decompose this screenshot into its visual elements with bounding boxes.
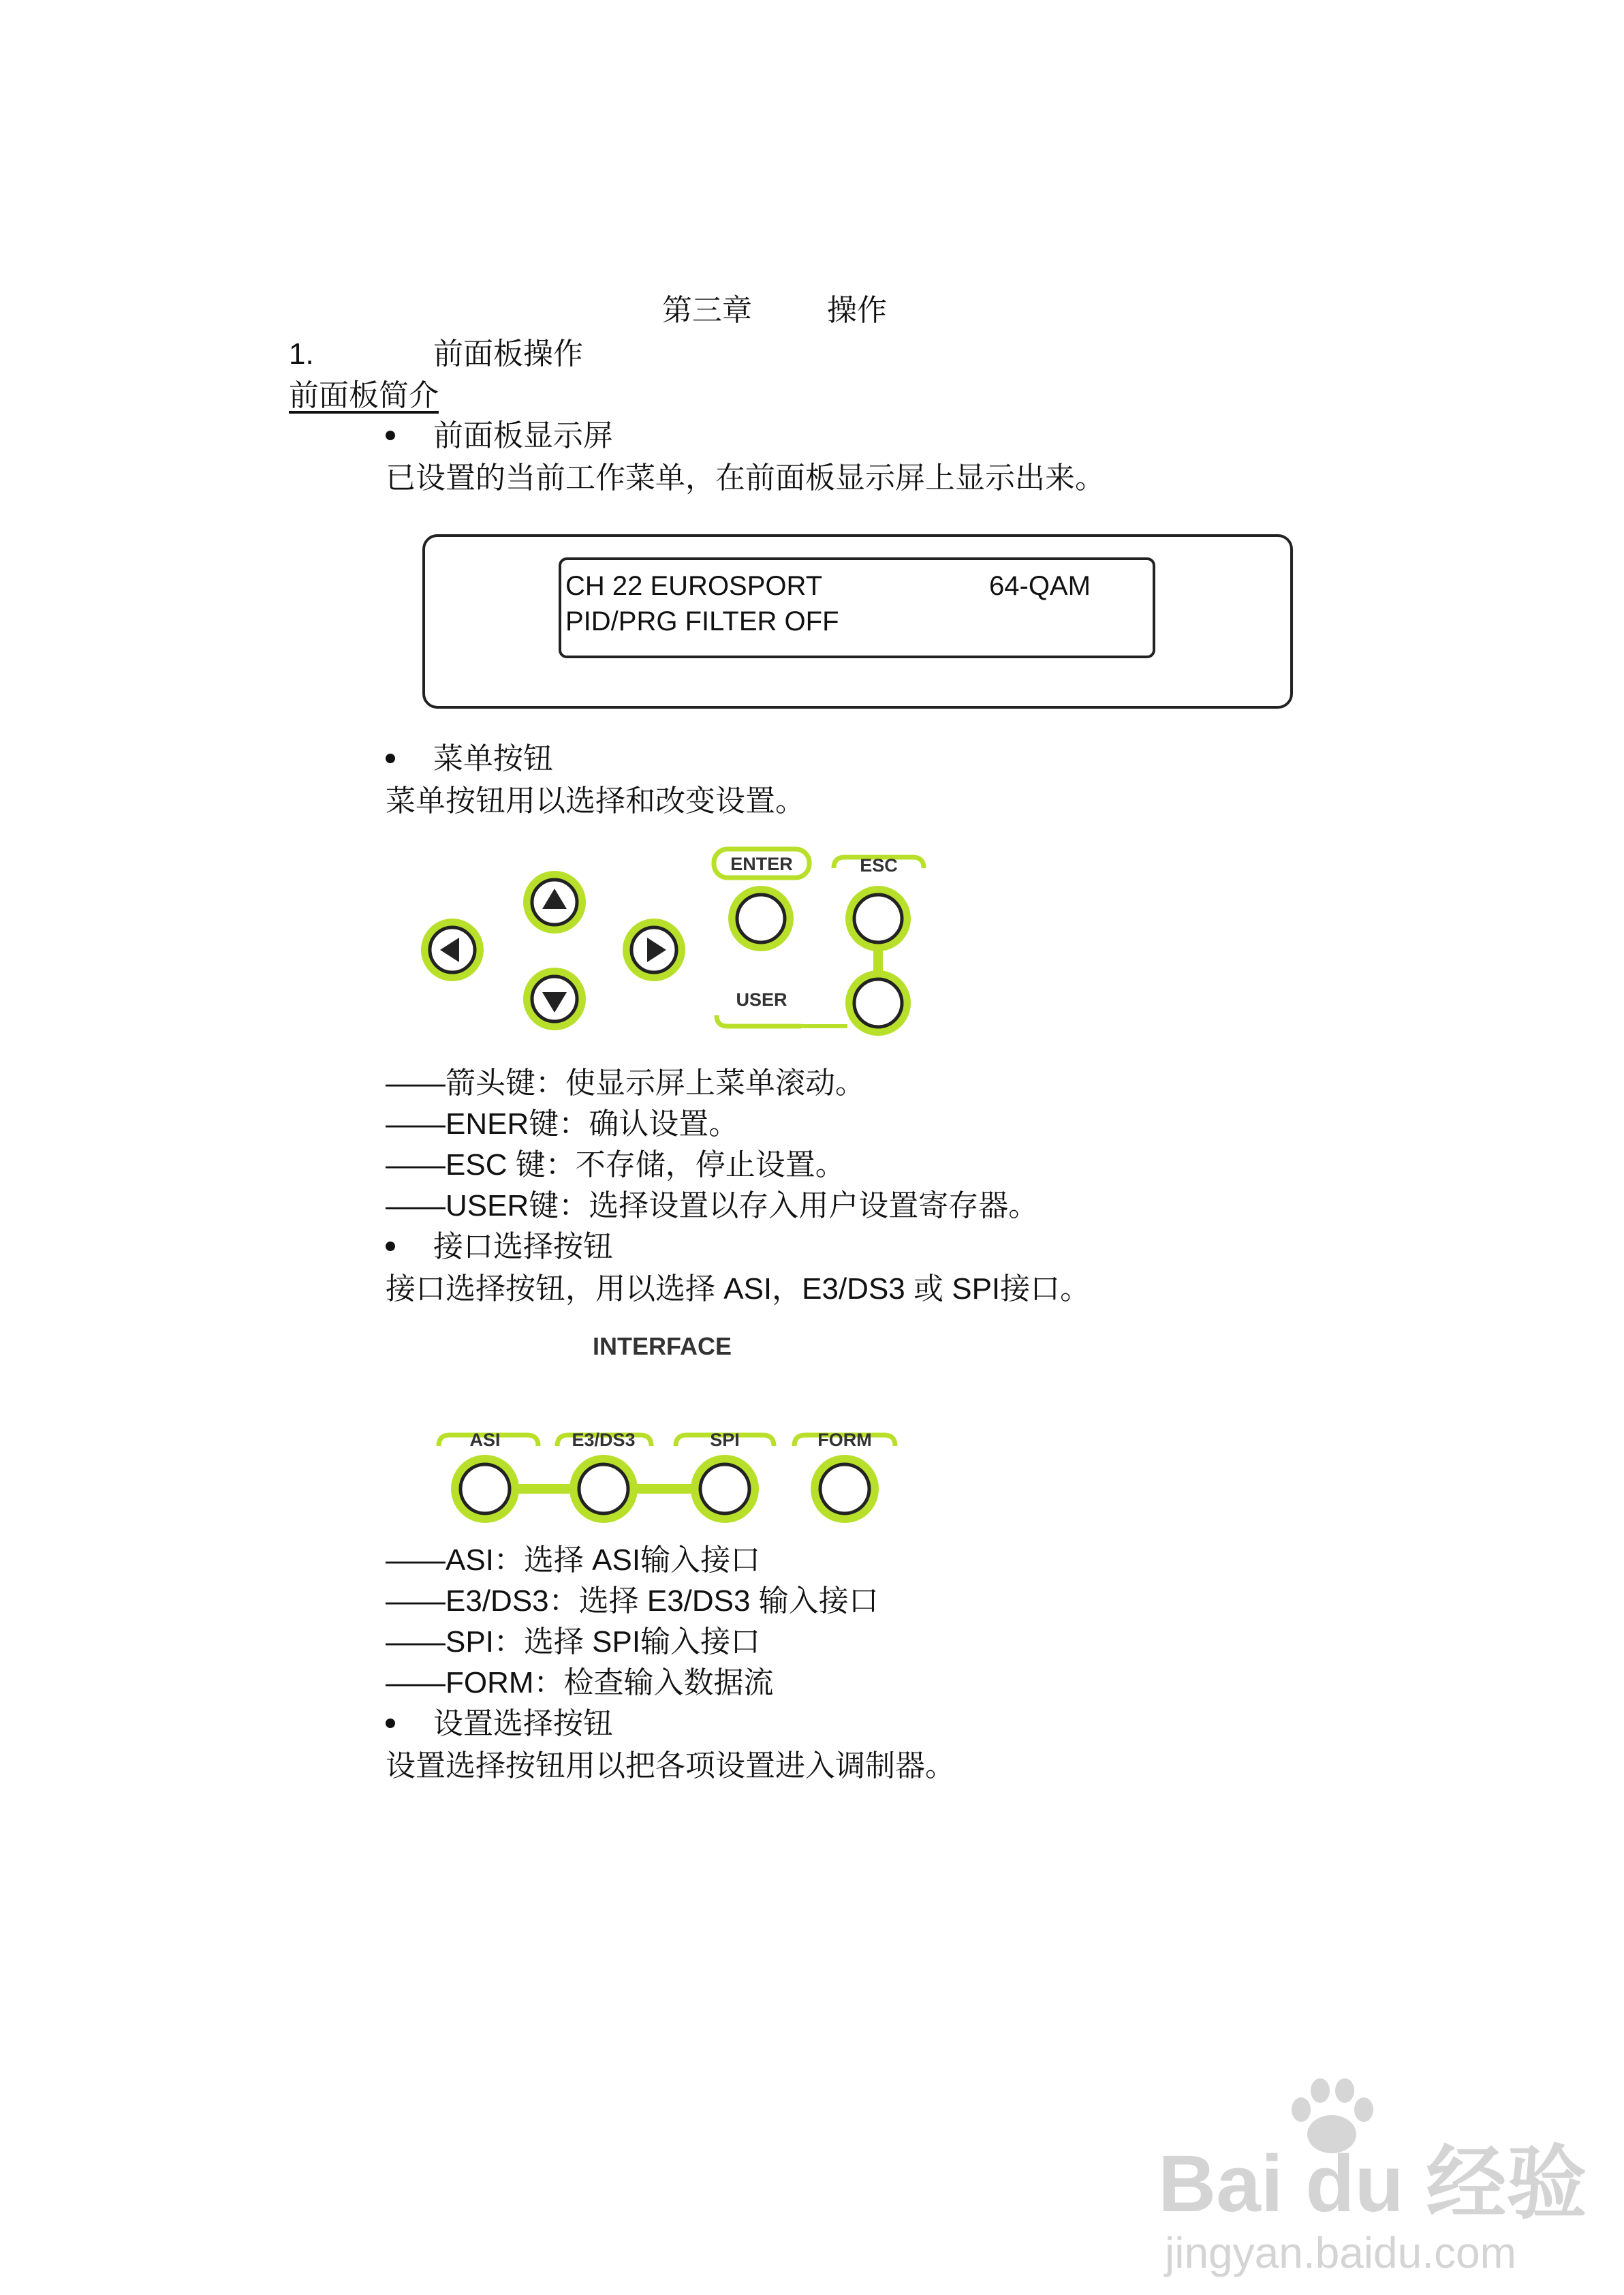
menu-buttons-figure bbox=[381, 834, 967, 1079]
chapter-subtitle: 操作 bbox=[827, 293, 887, 328]
display-bullet: 前面板显示屏 bbox=[433, 418, 613, 453]
lcd-line2: PID/PRG FILTER OFF bbox=[565, 606, 839, 636]
settings-bullet: 设置选择按钮 bbox=[433, 1706, 613, 1741]
enter-button[interactable] bbox=[714, 849, 809, 951]
spi-label: SPI bbox=[710, 1430, 740, 1450]
menu-item-arrows: ——箭头键：使显示屏上菜单滚动。 bbox=[386, 1066, 865, 1100]
interface-bullet: 接口选择按钮 bbox=[433, 1229, 613, 1264]
menu-bullet: 菜单按钮 bbox=[433, 741, 553, 776]
e3-ds3-button[interactable] bbox=[569, 1455, 638, 1523]
menu-item-enter: ——ENER键：确认设置。 bbox=[386, 1107, 739, 1141]
lcd-line1-left: CH 22 EUROSPORT bbox=[565, 571, 823, 601]
down-arrow-button[interactable] bbox=[523, 968, 586, 1030]
e3-label: E3/DS3 bbox=[572, 1430, 636, 1450]
user-bracket bbox=[717, 1015, 801, 1026]
menu-item-esc: ——ESC 键：不存储，停止设置。 bbox=[386, 1148, 845, 1182]
bullet-dot bbox=[386, 1719, 395, 1728]
settings-desc: 设置选择按钮用以把各项设置进入调制器。 bbox=[386, 1749, 955, 1783]
esc-button[interactable] bbox=[845, 886, 911, 951]
section-number: 1. bbox=[289, 337, 314, 371]
bullet-dot bbox=[386, 754, 395, 763]
interface-item-asi: ——ASI：选择 ASI输入接口 bbox=[386, 1543, 761, 1577]
chapter-title: 第三章 bbox=[662, 293, 752, 328]
enter-label: ENTER bbox=[730, 854, 793, 874]
right-arrow-button[interactable] bbox=[623, 919, 685, 981]
bullet-dot bbox=[386, 431, 395, 440]
asi-label: ASI bbox=[469, 1430, 501, 1450]
interface-item-e3: ——E3/DS3：选择 E3/DS3 输入接口 bbox=[386, 1584, 879, 1618]
menu-desc: 菜单按钮用以选择和改变设置。 bbox=[386, 784, 805, 818]
user-button[interactable] bbox=[845, 970, 911, 1036]
interface-item-form: ——FORM：检查输入数据流 bbox=[386, 1666, 774, 1699]
interface-item-spi: ——SPI：选择 SPI输入接口 bbox=[386, 1625, 761, 1659]
interface-buttons-figure bbox=[409, 1316, 940, 1535]
bullet-dot bbox=[386, 1242, 395, 1251]
esc-label: ESC bbox=[860, 855, 898, 876]
interface-desc: 接口选择按钮，用以选择 ASI，E3/DS3 或 SPI接口。 bbox=[386, 1272, 1091, 1306]
up-arrow-button[interactable] bbox=[523, 871, 586, 934]
menu-item-user: ——USER键：选择设置以存入用户设置寄存器。 bbox=[386, 1189, 1039, 1222]
left-arrow-button[interactable] bbox=[421, 919, 484, 981]
section-title: 前面板操作 bbox=[433, 337, 583, 371]
watermark-logo: Bai du 经验 bbox=[1158, 2139, 1587, 2229]
display-desc: 已设置的当前工作菜单，在前面板显示屏上显示出来。 bbox=[386, 461, 1105, 495]
lcd-line1-right: 64-QAM bbox=[989, 571, 1091, 601]
interface-title: INTERFACE bbox=[592, 1332, 732, 1360]
asi-button[interactable] bbox=[451, 1455, 519, 1523]
intro-heading: 前面板简介 bbox=[289, 378, 439, 413]
spi-button[interactable] bbox=[691, 1455, 759, 1523]
watermark-url: jingyan.baidu.com bbox=[1165, 2228, 1516, 2277]
user-label: USER bbox=[736, 989, 787, 1010]
form-button[interactable] bbox=[811, 1455, 879, 1523]
form-label: FORM bbox=[817, 1430, 872, 1450]
